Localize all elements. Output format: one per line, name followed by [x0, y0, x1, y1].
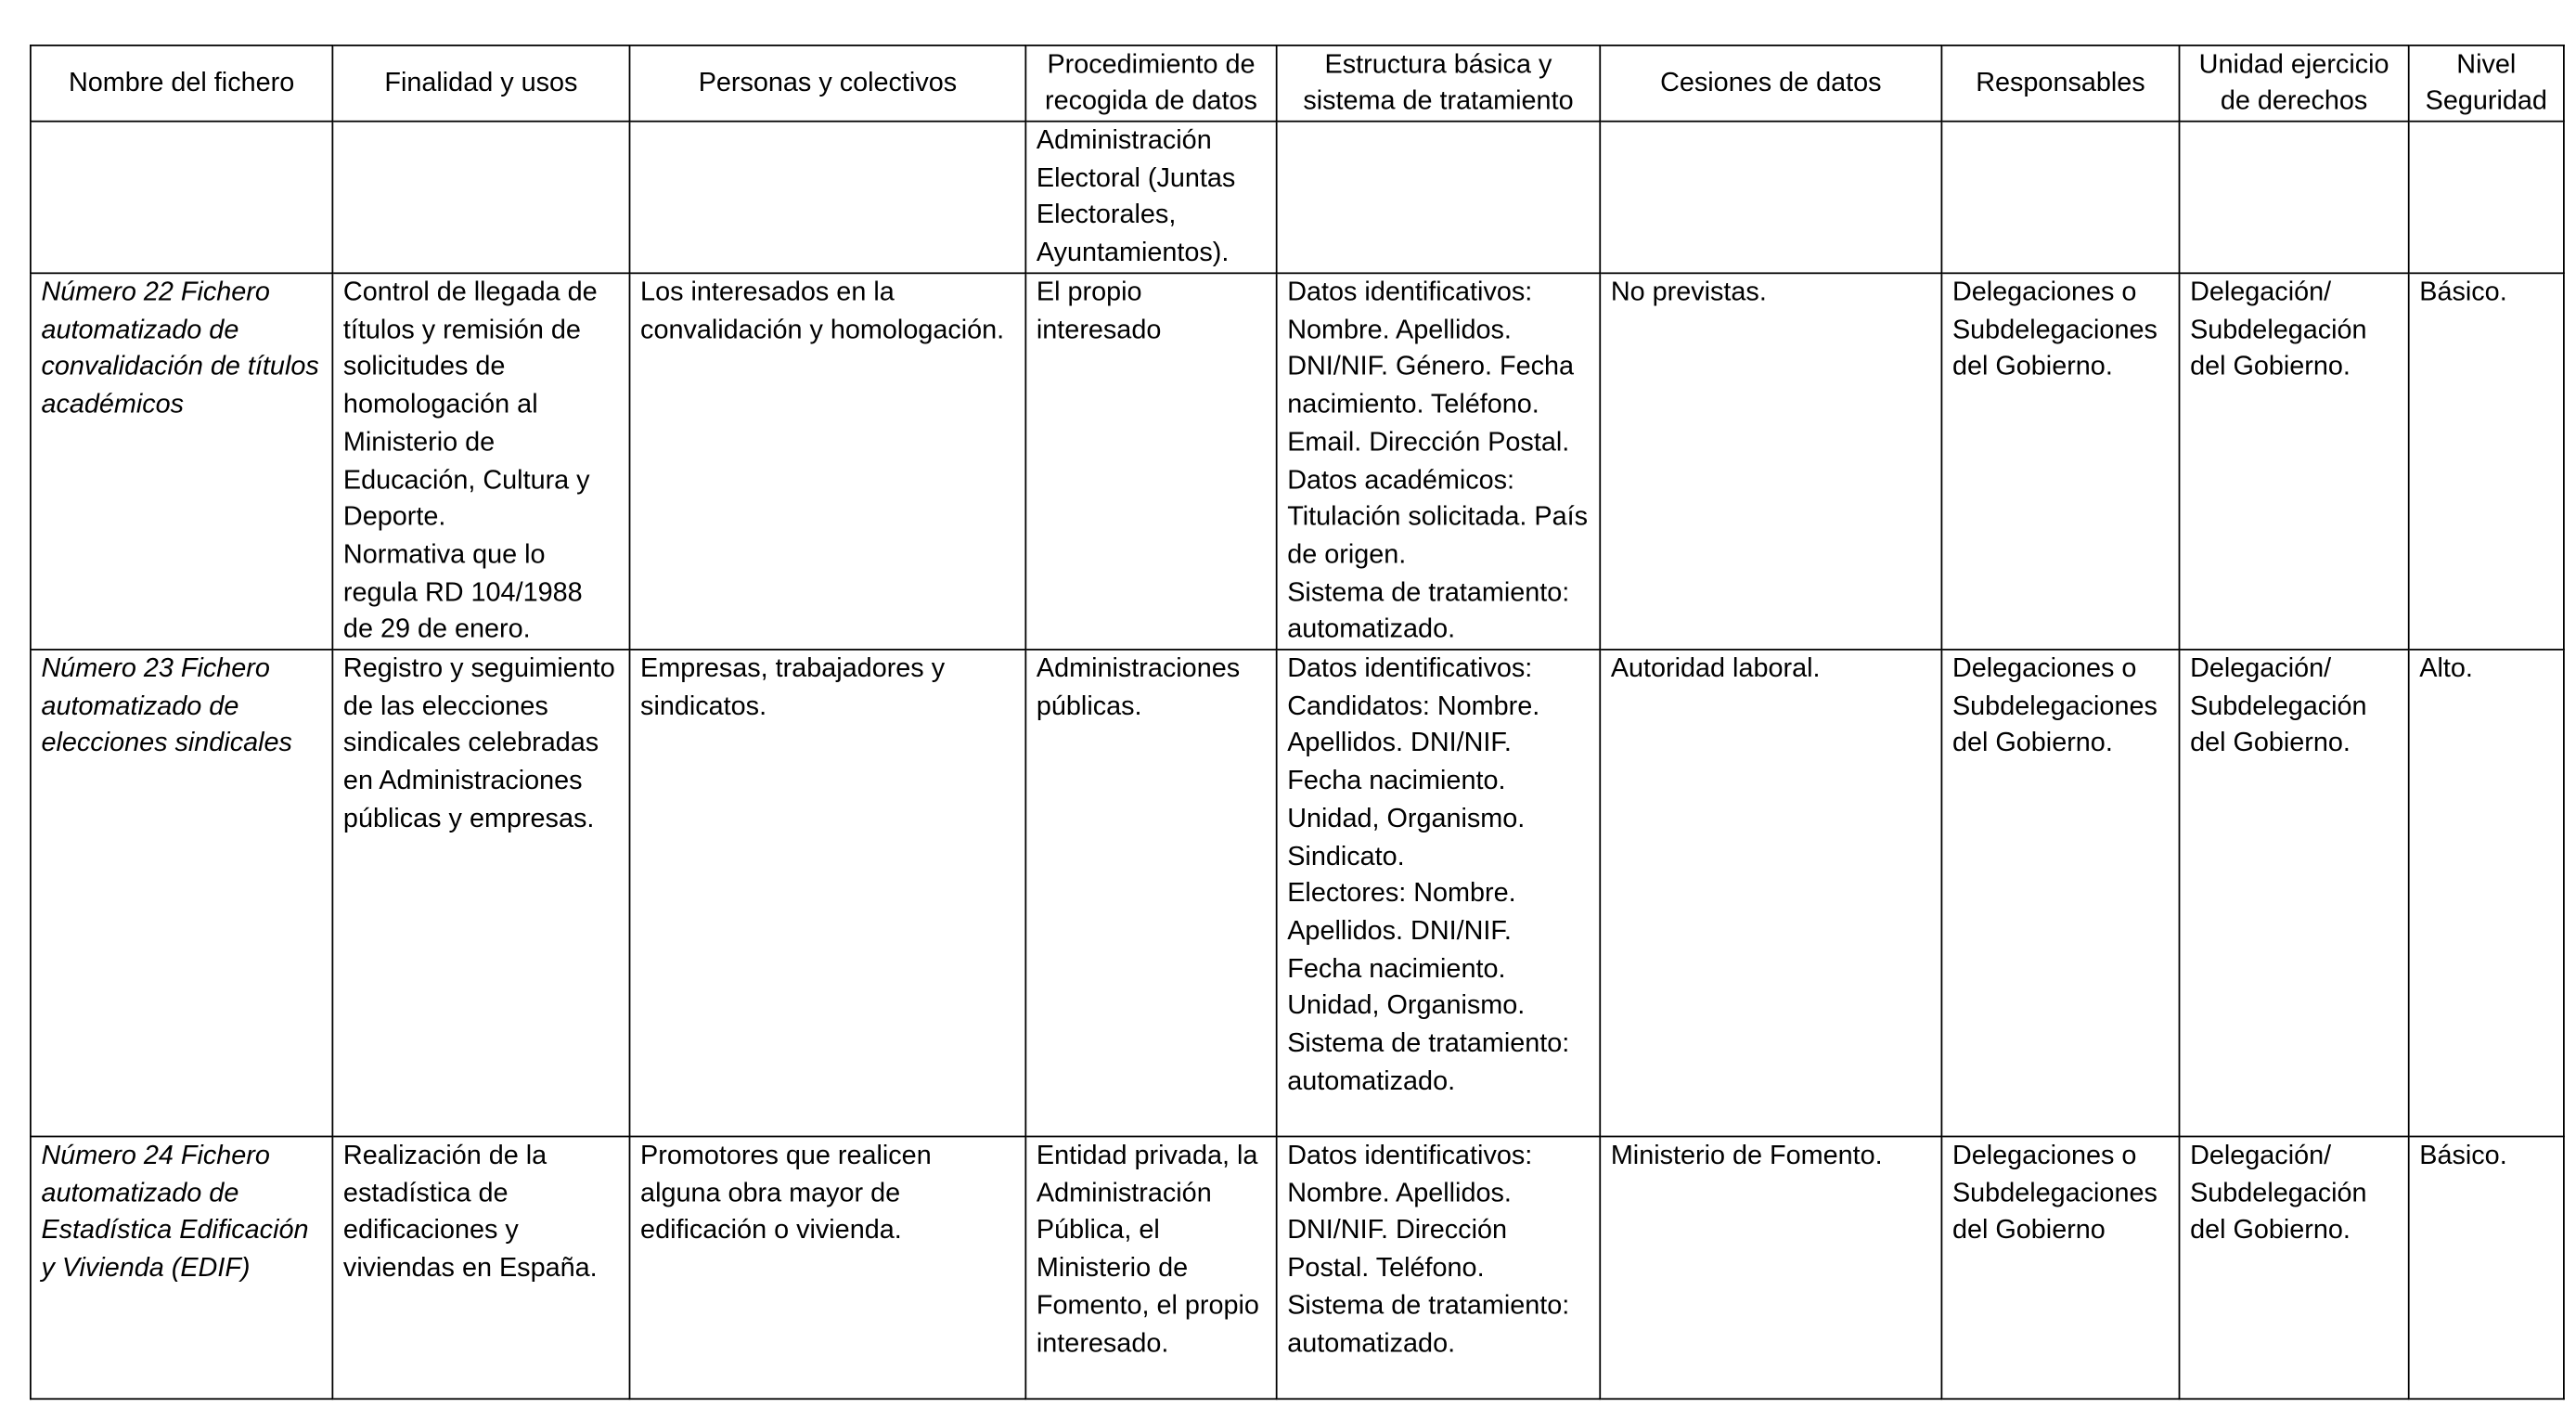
cell-text-line: Procedimiento de	[1047, 49, 1256, 80]
cell-text-line: convalidación de títulos	[41, 352, 319, 382]
cell-text-line: Delegación/	[2190, 653, 2332, 684]
cell-text-line: Nivel	[2456, 49, 2517, 80]
cell-text-line: Delegaciones o	[1951, 1140, 2137, 1171]
cell-security-level	[2409, 273, 2564, 650]
table-row	[31, 1137, 2564, 1400]
cell-text-line: Unidad ejercicio	[2198, 49, 2389, 80]
header-cell-procedimiento	[1025, 45, 1276, 122]
cell-text-line: homologación al	[342, 389, 538, 420]
cell-security-level	[2409, 650, 2564, 1137]
cell-text-line: interesado	[1036, 315, 1162, 345]
cell-text-line: DNI/NIF. Dirección	[1287, 1215, 1507, 1246]
cell-text-line: Datos identificativos:	[1287, 653, 1533, 684]
cell-text-line: elecciones sindicales	[41, 729, 292, 759]
cell-text-line: sindicatos.	[640, 691, 767, 721]
cell-text-line: Finalidad y usos	[384, 67, 578, 97]
cell-text-line: Ministerio de	[342, 427, 496, 458]
cell-text-line: Entidad privada, la	[1036, 1140, 1258, 1171]
header-cell-responsables	[1941, 45, 2179, 122]
cell-purpose	[332, 650, 629, 1137]
cell-text-line: títulos y remisión de	[342, 315, 581, 345]
cell-text-line: edificaciones y	[342, 1215, 519, 1246]
cell-text-line: Control de llegada de	[342, 277, 598, 307]
cell-structure	[1277, 273, 1601, 650]
cell-text-line: públicas y empresas.	[342, 803, 595, 833]
cell-text-line: nacimiento. Teléfono.	[1287, 389, 1539, 420]
cell-text-line: Los interesados en la	[640, 277, 895, 307]
cell-text-line: del Gobierno.	[2190, 1215, 2351, 1246]
cell-people	[629, 122, 1025, 274]
cell-text-line: Datos identificativos:	[1287, 277, 1533, 307]
cell-text-line: automatizado.	[1287, 614, 1456, 645]
cell-text-line: Básico.	[2419, 1140, 2507, 1171]
cell-text-line: Seguridad	[2425, 84, 2547, 115]
cell-text-line: DNI/NIF. Género. Fecha	[1287, 352, 1575, 382]
cell-security-level	[2409, 122, 2564, 274]
data-files-table	[30, 45, 2565, 1400]
cell-structure	[1277, 122, 1601, 274]
cell-purpose	[332, 122, 629, 274]
cell-text-line: Deporte.	[342, 502, 446, 533]
cell-text-line: Titulación solicitada. País	[1287, 502, 1589, 533]
cell-text-line: El propio	[1036, 277, 1142, 307]
cell-text-line: Delegaciones o	[1951, 653, 2137, 684]
cell-text-line: automatizado.	[1287, 1065, 1456, 1096]
cell-text-line: Electores: Nombre.	[1287, 878, 1516, 909]
cell-text-line: sistema de tratamiento	[1303, 84, 1574, 115]
cell-text-line: Electorales,	[1036, 200, 1177, 230]
cell-text-line: Sistema de tratamiento:	[1287, 576, 1570, 607]
cell-text-line: Responsables	[1976, 67, 2145, 97]
cell-text-line: automatizado de	[41, 315, 239, 345]
cell-text-line: del Gobierno.	[2190, 352, 2351, 382]
cell-text-line: Apellidos. DNI/NIF.	[1287, 729, 1512, 759]
cell-text-line: Realización de la	[342, 1140, 547, 1171]
cell-text-line: automatizado de	[41, 691, 239, 721]
cell-responsible	[1941, 122, 2179, 274]
cell-text-line: Ministerio de Fomento.	[1610, 1140, 1883, 1171]
cell-text-line: Datos académicos:	[1287, 464, 1515, 495]
cell-text-line: automatizado de	[41, 1178, 239, 1208]
cell-text-line: académicos	[41, 389, 185, 420]
cell-text-line: No previstas.	[1610, 277, 1767, 307]
cell-responsible	[1941, 650, 2179, 1137]
cell-text-line: Pública, el	[1036, 1215, 1160, 1246]
cell-text-line: interesado.	[1036, 1327, 1169, 1358]
cell-text-line: del Gobierno.	[1951, 352, 2113, 382]
cell-text-line: Unidad, Organismo.	[1287, 803, 1526, 833]
cell-text-line: Delegaciones o	[1951, 277, 2137, 307]
cell-rights-unit	[2180, 273, 2409, 650]
cell-text-line: públicas.	[1036, 691, 1142, 721]
cell-text-line: Nombre. Apellidos.	[1287, 1178, 1512, 1208]
cell-text-line: de derechos	[2220, 84, 2368, 115]
cell-file-name	[31, 1137, 332, 1400]
cell-text-line: Cesiones de datos	[1660, 67, 1882, 97]
cell-security-level	[2409, 1137, 2564, 1400]
cell-text-line: Administraciones	[1036, 653, 1241, 684]
cell-text-line: regula RD 104/1988	[342, 576, 583, 607]
table-row	[31, 122, 2564, 274]
cell-text-line: Nombre. Apellidos.	[1287, 315, 1512, 345]
cell-text-line: Fecha nacimiento.	[1287, 766, 1506, 796]
header-cell-personas	[629, 45, 1025, 122]
cell-text-line: Número 22 Fichero	[41, 277, 270, 307]
cell-text-line: Subdelegaciones	[1951, 1178, 2157, 1208]
cell-text-line: sindicales celebradas	[342, 729, 599, 759]
cell-text-line: del Gobierno	[1951, 1215, 2106, 1246]
cell-text-line: Sindicato.	[1287, 841, 1405, 871]
cell-structure	[1277, 1137, 1601, 1400]
cell-text-line: Número 23 Fichero	[41, 653, 270, 684]
cell-rights-unit	[2180, 122, 2409, 274]
cell-text-line: Estructura básica y	[1324, 49, 1552, 80]
cell-people	[629, 1137, 1025, 1400]
cell-text-line: automatizado.	[1287, 1327, 1456, 1358]
cell-text-line: recogida de datos	[1045, 84, 1257, 115]
cell-text-line: Email. Dirección Postal.	[1287, 427, 1570, 458]
cell-text-line: Delegación/	[2190, 277, 2332, 307]
cell-text-line: Número 24 Fichero	[41, 1140, 270, 1171]
cell-text-line: convalidación y homologación.	[640, 315, 1005, 345]
cell-structure	[1277, 650, 1601, 1137]
cell-text-line: Promotores que realicen	[640, 1140, 932, 1171]
cell-text-line: viviendas en España.	[342, 1253, 598, 1284]
cell-transfers	[1600, 650, 1941, 1137]
header-cell-nivel	[2409, 45, 2564, 122]
cell-rights-unit	[2180, 1137, 2409, 1400]
cell-text-line: Ayuntamientos).	[1036, 238, 1230, 268]
cell-purpose	[332, 273, 629, 650]
cell-file-name	[31, 122, 332, 274]
cell-text-line: Nombre del fichero	[69, 67, 295, 97]
header-cell-nombre	[31, 45, 332, 122]
cell-procedure	[1025, 122, 1276, 274]
cell-rights-unit	[2180, 650, 2409, 1137]
cell-people	[629, 650, 1025, 1137]
cell-responsible	[1941, 1137, 2179, 1400]
cell-procedure	[1025, 273, 1276, 650]
cell-file-name	[31, 650, 332, 1137]
table-row	[31, 273, 2564, 650]
cell-text-line: Postal. Teléfono.	[1287, 1253, 1485, 1284]
cell-text-line: Personas y colectivos	[698, 67, 958, 97]
cell-text-line: Subdelegaciones	[1951, 315, 2157, 345]
cell-text-line: Electoral (Juntas	[1036, 162, 1236, 193]
cell-transfers	[1600, 1137, 1941, 1400]
cell-text-line: Administración	[1036, 1178, 1212, 1208]
cell-text-line: en Administraciones	[342, 766, 583, 796]
cell-text-line: edificación o vivienda.	[640, 1215, 902, 1246]
cell-text-line: de las elecciones	[342, 691, 548, 721]
cell-text-line: Subdelegaciones	[1951, 691, 2157, 721]
cell-text-line: Estadística Edificación	[41, 1215, 309, 1246]
cell-text-line: de origen.	[1287, 539, 1407, 570]
cell-responsible	[1941, 273, 2179, 650]
cell-text-line: Normativa que lo	[342, 539, 546, 570]
cell-text-line: Alto.	[2419, 653, 2473, 684]
cell-text-line: Candidatos: Nombre.	[1287, 691, 1540, 721]
header-cell-cesiones	[1600, 45, 1941, 122]
cell-text-line: Administración	[1036, 125, 1212, 156]
cell-text-line: Sistema de tratamiento:	[1287, 1028, 1570, 1059]
cell-text-line: Unidad, Organismo.	[1287, 990, 1526, 1021]
cell-text-line: estadística de	[342, 1178, 509, 1208]
header-cell-estructura	[1277, 45, 1601, 122]
cell-people	[629, 273, 1025, 650]
cell-purpose	[332, 1137, 629, 1400]
cell-text-line: Sistema de tratamiento:	[1287, 1290, 1570, 1321]
cell-text-line: Empresas, trabajadores y	[640, 653, 946, 684]
cell-text-line: Delegación/	[2190, 1140, 2332, 1171]
cell-procedure	[1025, 1137, 1276, 1400]
cell-text-line: Subdelegación	[2190, 315, 2367, 345]
cell-text-line: Apellidos. DNI/NIF.	[1287, 915, 1512, 946]
cell-text-line: Ministerio de	[1036, 1253, 1189, 1284]
cell-text-line: Básico.	[2419, 277, 2507, 307]
cell-text-line: Fomento, el propio	[1036, 1290, 1259, 1321]
cell-procedure	[1025, 650, 1276, 1137]
cell-text-line: Datos identificativos:	[1287, 1140, 1533, 1171]
cell-transfers	[1600, 122, 1941, 274]
cell-text-line: Fecha nacimiento.	[1287, 953, 1506, 984]
header-cell-finalidad	[332, 45, 629, 122]
table-header-row	[31, 45, 2564, 122]
cell-text-line: del Gobierno.	[1951, 729, 2113, 759]
cell-file-name	[31, 273, 332, 650]
cell-text-line: alguna obra mayor de	[640, 1178, 901, 1208]
cell-transfers	[1600, 273, 1941, 650]
table-row	[31, 650, 2564, 1137]
cell-text-line: del Gobierno.	[2190, 729, 2351, 759]
cell-text-line: Autoridad laboral.	[1610, 653, 1821, 684]
cell-text-line: solicitudes de	[342, 352, 506, 382]
cell-text-line: Registro y seguimiento	[342, 653, 615, 684]
cell-text-line: y Vivienda (EDIF)	[41, 1253, 251, 1284]
cell-text-line: Subdelegación	[2190, 1178, 2367, 1208]
cell-text-line: de 29 de enero.	[342, 614, 531, 645]
cell-text-line: Educación, Cultura y	[342, 464, 590, 495]
header-cell-unidad	[2180, 45, 2409, 122]
cell-text-line: Subdelegación	[2190, 691, 2367, 721]
